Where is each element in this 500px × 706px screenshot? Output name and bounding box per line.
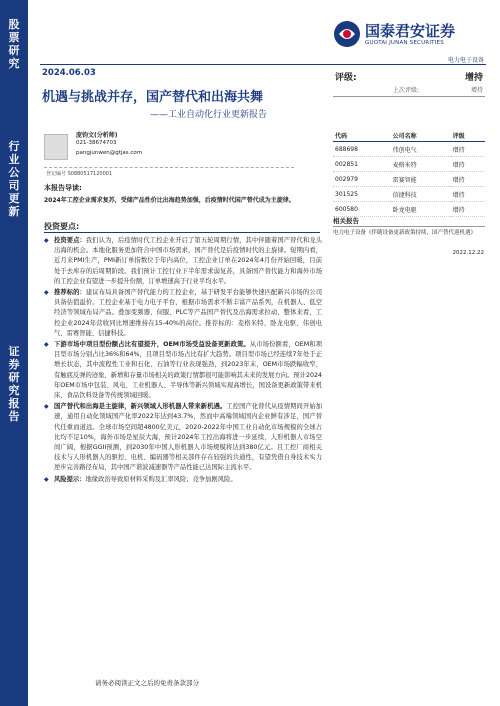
cell-company: 信捷科技 bbox=[391, 187, 451, 202]
sidebar-char: 报 bbox=[8, 397, 20, 410]
investment-bullet bbox=[44, 340, 322, 401]
cell-rating: 增持 bbox=[451, 142, 485, 157]
analyst-name: 庞钧文(分析师) bbox=[76, 132, 118, 139]
investment-heading: 投资要点: bbox=[44, 222, 80, 231]
investment-bullet bbox=[44, 236, 322, 287]
sidebar-char: 股 bbox=[8, 18, 20, 31]
bullet-text: 工控国产化替代从疫情期间开始加速，通用自动化领域国产化率2022年达到43.7%，然而中高端领域国内企业鲜有涉足，国产替代任重而道远。全球市场空间超4800亿美元，2020-2022年中国工业自动化市场规模的全球占比均不足10%，海外市场是星辰大海，预计2024年工控出海将进一步延续，人形机器人市场空间广阔，根据GGII预测，到2030年中国人形机器人市场规模将达到380亿元。且工控厂商相关技术与人形机器人的驱控、电机、编码器等相关部件存在较强的共通性，有望凭借自身技术实力逆步完善路径布局，其中国产谐波减速器等产品性能已达国际主流水平。 bbox=[54, 403, 323, 472]
sidebar-char: 究 bbox=[8, 384, 20, 397]
table-row bbox=[333, 157, 485, 172]
bullet-lead: 风险提示： bbox=[54, 475, 86, 483]
analyst-email[interactable]: pangjunwen@gtjas.com bbox=[76, 150, 143, 156]
cell-code: 002851 bbox=[333, 157, 391, 172]
header-divider bbox=[40, 64, 486, 65]
company-rating-table bbox=[333, 130, 485, 217]
investment-bullet bbox=[44, 288, 322, 339]
related-report-link[interactable]: 电力电子设备《伴随设备更新政策持续，国产替代迎机遇》 bbox=[333, 230, 477, 236]
table-row bbox=[333, 187, 485, 202]
cell-company: 雷赛智能 bbox=[391, 172, 451, 187]
bullet-text: 我们认为，后疫情时代工控企业开启了第五轮周期行情，其中伴随着国产替代和龙头出海的机会。本地化服务更加符合中国市场需求，国产替代是后疫情时代的主旋律。短期内看，近月来PMI生产，PMI新订单指数位于年内高位，工控企业订单在2024年4月份开始回暖，目前处于去库存的后周期阶段。我们预计工控行业下半年需求弱复苏，具备国产替代能力和海外市场的工控企业有望进一步提升份额，订单增速高于行业平均水平。 bbox=[54, 237, 323, 285]
cell-rating: 增持 bbox=[451, 187, 485, 202]
investment-bullet bbox=[44, 402, 322, 473]
logo-text-en: GUOTAI JUNAN SECURITIES bbox=[365, 40, 444, 46]
report-date: 2024.06.03 bbox=[42, 68, 96, 78]
sidebar-char: 研 bbox=[8, 371, 20, 384]
industry-tag: 电力电子设备 bbox=[447, 57, 484, 64]
sidebar-char: 告 bbox=[8, 410, 20, 423]
analyst-card bbox=[44, 130, 294, 176]
sidebar-char: 司 bbox=[8, 179, 20, 192]
company-logo bbox=[333, 18, 483, 52]
table-row bbox=[333, 202, 485, 217]
cell-rating: 增持 bbox=[451, 157, 485, 172]
cell-rating: 增持 bbox=[451, 172, 485, 187]
analyst-cert: 登记编号 S0880517120001 bbox=[46, 171, 113, 177]
cell-code: 002979 bbox=[333, 172, 391, 187]
report-title: 机遇与挑战并存，国产替代和出海共舞 bbox=[42, 90, 264, 105]
bullet-lead: 投资要点： bbox=[54, 237, 86, 244]
cell-rating: 增持 bbox=[451, 202, 485, 217]
cell-company: 卧龙电驱 bbox=[391, 202, 451, 217]
previous-rating-label: 上次评级: bbox=[393, 87, 420, 94]
investment-bullets bbox=[44, 236, 322, 486]
cell-code: 600580 bbox=[333, 202, 391, 217]
sidebar-char: 票 bbox=[8, 31, 20, 44]
report-subtitle: ——工业自动化行业更新报告 bbox=[150, 110, 268, 120]
related-reports-heading: 相关报告 bbox=[333, 217, 359, 225]
sidebar-char: 证 bbox=[8, 345, 20, 358]
table-header-row bbox=[333, 130, 485, 142]
sidebar-char: 究 bbox=[8, 57, 20, 70]
previous-rating-value: 增持 bbox=[470, 87, 483, 94]
sidebar-char: 行 bbox=[8, 140, 20, 153]
rating-label: 评级: bbox=[335, 73, 357, 83]
column-header-rating: 评级 bbox=[451, 130, 485, 142]
sidebar-char: 研 bbox=[8, 44, 20, 57]
bullet-lead: 下游市场中项目型份额占比有望提升，OEM市场受益设备更新政策。 bbox=[54, 341, 250, 349]
investment-divider bbox=[44, 232, 320, 233]
bullet-text: 地缘政治导致原材料采购及汇率风险；竞争加剧风险。 bbox=[85, 475, 237, 483]
bullet-lead: 国产替代和出海是主旋律，新兴领域人形机器人带来新机遇。 bbox=[54, 403, 227, 411]
sidebar-char: 业 bbox=[8, 153, 20, 166]
analyst-avatar bbox=[44, 134, 68, 160]
rating-value: 增持 bbox=[464, 73, 483, 83]
table-row bbox=[333, 142, 485, 157]
related-divider bbox=[333, 226, 485, 227]
analyst-phone: 021-38674703 bbox=[76, 140, 117, 146]
disclaimer-footer: 请务必阅读正文之后的免责条款部分 bbox=[95, 679, 199, 687]
bullet-text: 建议布局具备国产替代能力的工控企业，基于研发平台能够快速匹配新兴市场的公司具备估值溢价。工控企业基于电力电子平台，根据市场需求不断丰富产品系列，在机器人、低空经济等领域布局产品。叠加变频器、伺服、PLC等产品国产替代及出海需求拉动，整体来看，工控企业2024年营收同比增速维持在15-40%的高位。推荐标的：麦格米特、卧龙电驱、伟创电气、雷赛智能、信捷科技。 bbox=[54, 289, 323, 337]
analyst-divider bbox=[44, 167, 294, 168]
investment-bullet bbox=[44, 475, 322, 485]
bullet-lead: 推荐标的： bbox=[54, 289, 86, 297]
logo-text-cn: 国泰君安证券 bbox=[365, 22, 456, 40]
sidebar-char: 公 bbox=[8, 166, 20, 179]
related-report-date: 2022.12.22 bbox=[452, 250, 484, 256]
logo-mark-icon bbox=[333, 20, 361, 48]
cell-company: 麦格米特 bbox=[391, 157, 451, 172]
sidebar-char: 新 bbox=[8, 205, 20, 218]
column-header-code: 代码 bbox=[333, 130, 391, 142]
cell-company: 伟创电气 bbox=[391, 142, 451, 157]
sidebar-label-industry-update bbox=[0, 140, 28, 218]
sidebar-label-stock-research bbox=[0, 18, 28, 70]
sidebar-char: 更 bbox=[8, 192, 20, 205]
summary-heading: 本报告导读: bbox=[44, 184, 82, 192]
cell-code: 688698 bbox=[333, 142, 391, 157]
cell-code: 301525 bbox=[333, 187, 391, 202]
bullet-text: 从市场份额看，OEM和项目型市场分别占比36%和64%，且项目型市场占比有扩大趋势。项目型市场已经连续7年处于正增长状态，其中流程性工业和石化、石油等行业表现强劲，到2023年末，OEM市场跌幅收窄，有触底反弹的迹象，新增和存量市场相关的政策行情都很可能影响其未来的发展方向。预计2024年OEM市场中包装、风电、工业机器人、半导体等新兴领域实现高增长，国设备更新政策带来机床、食品饮料设备等传统领域回暖。 bbox=[54, 341, 323, 400]
summary-text: 2024年工控企业需求复苏，受储产品性价比出海趋势加强，后疫情时代国产替代成为主旋律。 bbox=[44, 197, 295, 204]
left-sidebar bbox=[0, 0, 28, 706]
column-header-company: 公司名称 bbox=[391, 130, 451, 142]
table-row bbox=[333, 172, 485, 187]
rating-divider bbox=[333, 96, 485, 97]
sidebar-char: 券 bbox=[8, 358, 20, 371]
sidebar-label-securities-report bbox=[0, 345, 28, 423]
